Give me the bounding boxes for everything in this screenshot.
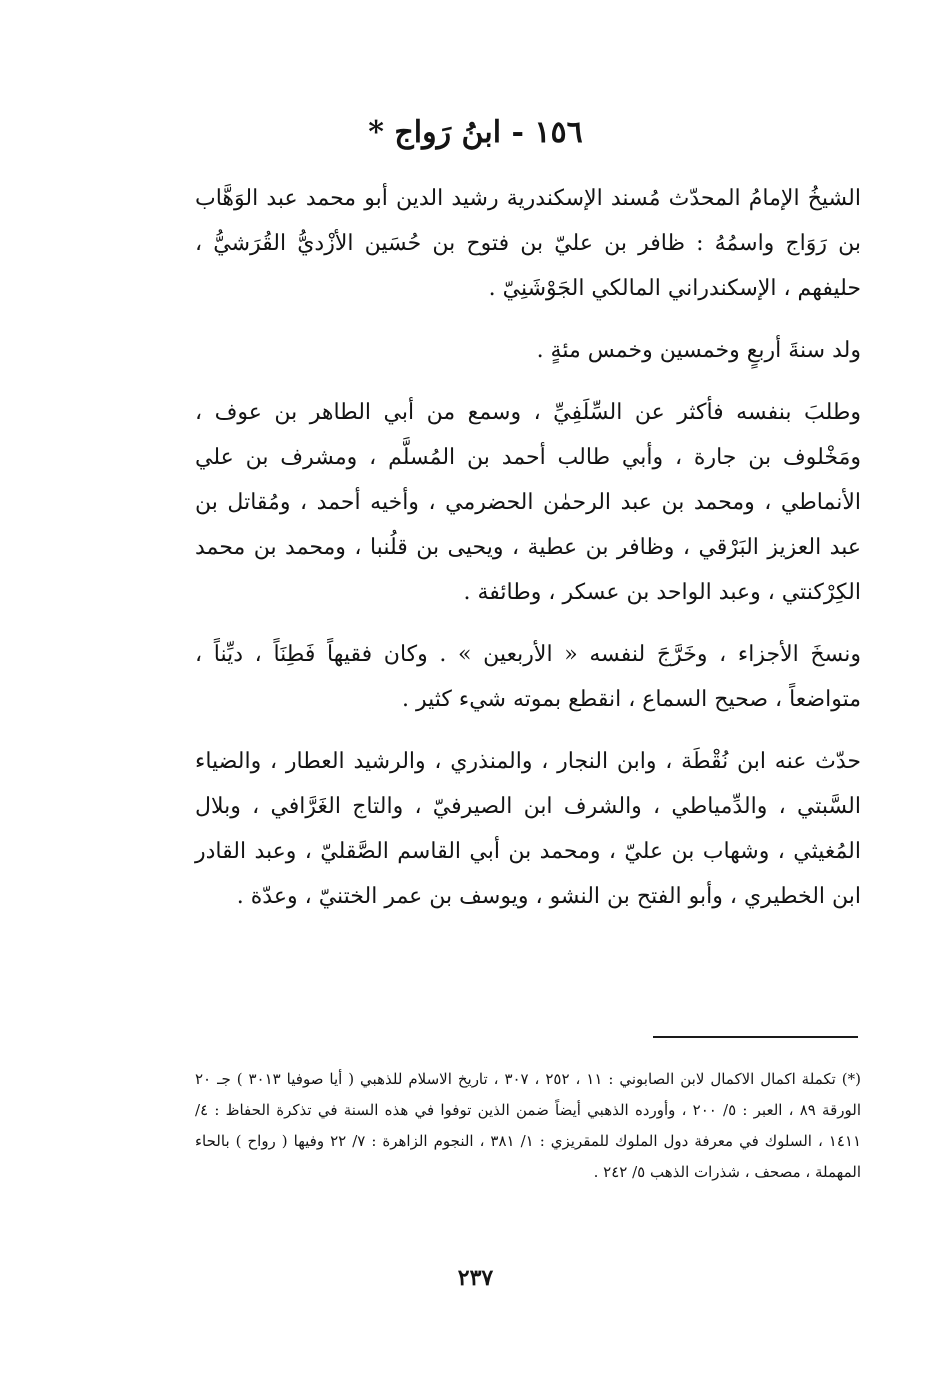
entry-body bbox=[195, 176, 861, 936]
teachers-paragraph: وطلبَ بنفسه فأكثر عن السِّلَفِيِّ ، وسمع من أبي الطاهر بن عوف ، ومَخْلوف بن جارة ، وأبي طالب أحمد بن المُسلَّم ، ومشرف بن علي الأنماطي ، ومحمد بن عبد الرحمٰن الحضرمي ، وأخيه أحمد ، ومُقاتل بن عبد العزيز البَرْقي ، وظافر بن عطية ، ويحيى بن قلُنبا ، ومحمد بن محمد الكِرْكنتي ، وعبد الواحد بن عسكر ، وطائفة . bbox=[195, 400, 861, 605]
footnote-separator bbox=[653, 1036, 858, 1038]
students-paragraph: حدّث عنه ابن نُقْطَة ، وابن النجار ، والمنذري ، والرشيد العطار ، والضياء السَّبتي ، والدِّمياطي ، والشرف ابن الصيرفيّ ، والتاج الغَرَّافي ، وبلال المُغيثي ، وشهاب بن عليّ ، ومحمد بن أبي القاسم الصَّقليّ ، وعبد القادر ابن الخطيري ، وأبو الفتح بن النشو ، ويوسف بن عمر الختنيّ ، وعدّة . bbox=[195, 749, 861, 909]
birth-paragraph: ولد سنةَ أربعٍ وخمسين وخمس مئةٍ . bbox=[536, 338, 861, 363]
character-paragraph: ونسخَ الأجزاء ، وخَرَّجَ لنفسه « الأربعين » . وكان فقيهاً فَطِنَاً ، ديِّناً ، متواضعاً ، صحيح السماع ، انقطع بموته شيء كثير . bbox=[195, 642, 861, 712]
entry-title: ١٥٦ - ابنُ رَواج * bbox=[368, 115, 583, 150]
biography-paragraph: الشيخُ الإمامُ المحدّث مُسند الإسكندرية رشيد الدين أبو محمد عبد الوَهَّاب بن رَوَاج واسمُهُ : ظافر بن عليّ بن فتوح بن حُسَين الأزْديُّ القُرَشيُّ ، حليفهم ، الإسكندراني المالكي الجَوْشَنِيّ . bbox=[195, 186, 861, 301]
footnote: (*) تكملة اكمال الاكمال لابن الصابوني : ١١ ، ٢٥٢ ، ٣٠٧ ، تاريخ الاسلام للذهبي ( أيا صوفيا ٣٠١٣ ) جـ ٢٠ الورقة ٨٩ ، العبر : ٥/ ٢٠٠ ، وأورده الذهبي أيضاً ضمن الذين توفوا في هذه السنة في تذكرة الحفاظ : ٤/ ١٤١١ ، السلوك في معرفة دول الملوك للمقريزي : ١/ ٣٨١ ، النجوم الزاهرة : ٧/ ٢٢ وفيها ( رواح ) بالحاء المهملة ، مصحف ، شذرات الذهب ٥/ ٢٤٢ . bbox=[195, 1070, 862, 1181]
page-number: ٢٣٧ bbox=[457, 1265, 494, 1291]
